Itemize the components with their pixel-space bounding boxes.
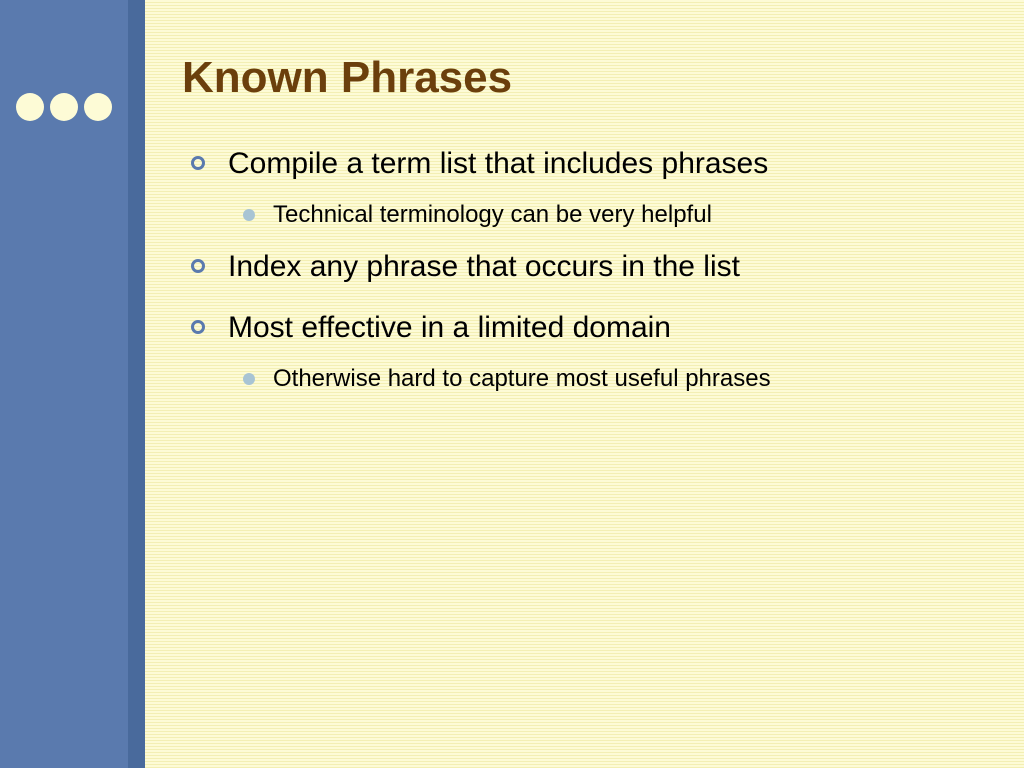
bullet-text: Compile a term list that includes phrases: [228, 147, 769, 180]
slide-title: Known Phrases: [182, 53, 513, 102]
bullet-text: Otherwise hard to capture most useful phrases: [273, 365, 771, 392]
hollow-circle-bullet-icon: [191, 320, 205, 334]
filled-circle-bullet-icon: [243, 373, 255, 385]
hollow-circle-bullet-icon: [191, 259, 205, 273]
filled-circle-bullet-icon: [243, 209, 255, 221]
hollow-circle-bullet-icon: [191, 156, 205, 170]
bullet-text: Technical terminology can be very helpful: [273, 201, 712, 228]
bullet-text: Most effective in a limited domain: [228, 311, 671, 344]
bullet-text: Index any phrase that occurs in the list: [228, 250, 740, 283]
